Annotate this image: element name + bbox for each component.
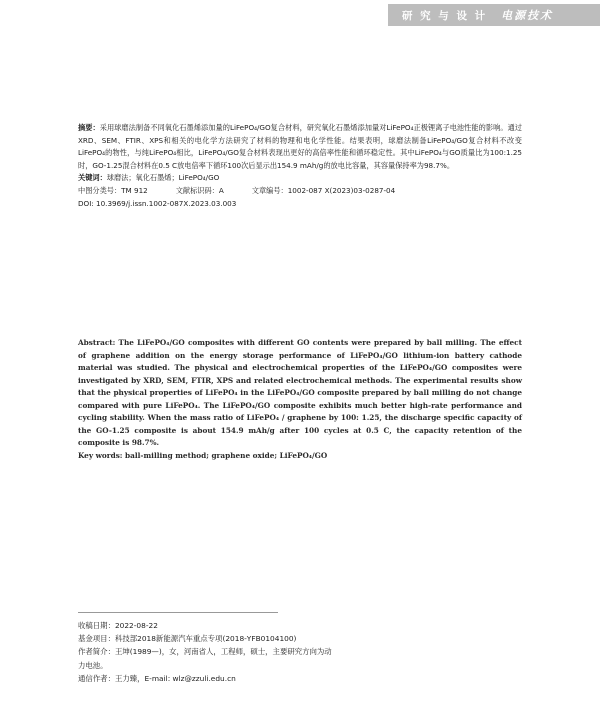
chinese-keywords [78,172,522,185]
english-keywords [78,450,522,463]
english-keywords-label: Key words: [78,450,123,460]
article-number: 文章编号：1002-087 X(2023)03-0287-04 [251,185,396,195]
fund-project: 基金项目：科技部2018新能源汽车重点专项(2018-YFB0104100) [78,634,297,644]
english-keywords-text: ball-milling method; graphene oxide; LiFePO₄/GO [122,450,328,460]
chinese-abstract [78,122,522,172]
footnote-section [78,612,338,685]
footnote-rule [78,612,278,613]
corresponding-author: 通信作者：王力臻，E-mail: wlz@zzuli.edu.cn [78,673,236,683]
chinese-keywords-text: 球磨法；氧化石墨烯；LiFePO₄/GO [106,173,220,183]
english-abstract-label: Abstract: [78,338,116,347]
author-bio: 作者简介：王坤(1989—)，女，河南省人，工程师，硕士，主要研究方向为动力电池。 [78,647,332,670]
doi: DOI: 10.3969/j.issn.1002-087X.2023.03.003 [78,198,237,208]
received-date: 收稿日期：2022-08-22 [78,621,158,630]
journal-column: 研 究 与 设 计 [402,9,488,22]
chinese-abstract-section [78,122,522,210]
journal-brand: 电源技术 [501,9,554,22]
english-abstract [78,337,522,450]
clc-number: 中图分类号：TM 912 [78,185,148,195]
chinese-keywords-label: 关键词： [78,173,107,183]
chinese-abstract-text: 采用球磨法制备不同氧化石墨烯添加量的LiFePO₄/GO复合材料，研究氧化石墨烯添加量对LiFePO₄正极锂离子电池性能的影响。通过XRD、SEM、FTIR、XPS和相关的电化学方法研究了材料的物理和电化学性能。结果表明，球磨法制备LiFePO₄/GO复合材料不改变LiFePO₄的物性，与纯LiFePO₄相比，LiFePO₄/GO复合材料表现出更好的高倍率性能和循环稳定性。其中LiFePO₄与GO质量比为100:1.25时，GO-1.25混合材料在0.5 C放电倍率下循环100次后显示出154.9 mAh/g的放电比容量，其容量保持率为98.7%。 [78,123,522,170]
english-abstract-text: The LiFePO₄/GO composites with different GO contents were prepared by ball milling. The effect of graphene addition on the energy storage performance of LiFePO₄/GO lithium-ion battery cathode material was studied. The physical and electrochemical properties of the LiFePO₄/GO composites were investigated by XRD, SEM, FTIR, XPS and related electrochemical methods. The experimental results show that the physical properties of LiFePO₄ in the LiFePO₄/GO composite prepared by ball milling do not change compared with pure LiFePO₄. The LiFePO₄/GO composite exhibits much better high-rate performance and cycling stability. When the mass ratio of LiFePO₄ / graphene by 100: 1.25, the discharge specific capacity of the GO-1.25 composite is about 154.9 mAh/g after 100 cycles at 0.5 C, the capacity retention of the composite is 98.7%. [78,338,522,447]
classification-row [78,185,522,198]
chinese-abstract-label: 摘要： [78,123,100,132]
document-code: 文献标识码：A [175,185,224,195]
running-header [388,4,600,26]
english-abstract-section [78,337,522,462]
